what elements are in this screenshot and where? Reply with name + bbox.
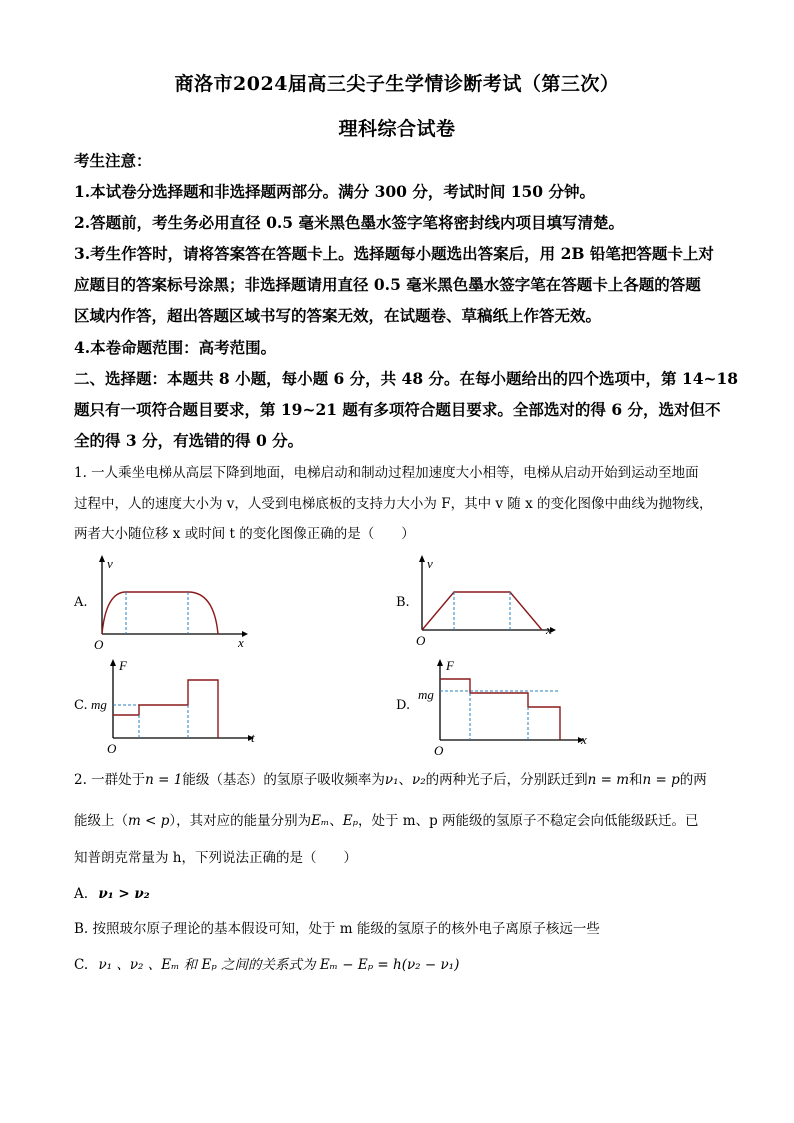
q2-option-c-text: ν₁ 、ν₂ 、Eₘ 和 Eₚ 之间的关系式为 xyxy=(98,957,316,973)
y-axis-label: v xyxy=(427,556,433,571)
notice-item-4: 4.本卷命题范围：高考范围。 xyxy=(74,338,277,357)
x-axis-label: t xyxy=(251,730,255,745)
q1-option-b-graph[interactable] xyxy=(412,552,572,652)
origin-label: O xyxy=(94,637,104,652)
y-axis-arrow xyxy=(110,659,116,666)
q1-line-3: 两者大小随位移 x 或时间 t 的变化图像正确的是（ ） xyxy=(74,526,415,542)
q2-text: ），其对应的能量分别为 xyxy=(169,813,312,829)
q2-line-2 xyxy=(74,811,734,831)
section-intro-1: 二、选择题：本题共 8 小题，每小题 6 分，共 48 分。在每小题给出的四个选项中，第 14~18 xyxy=(74,369,739,388)
mg-label: mg xyxy=(91,697,107,712)
q2-math: n = p xyxy=(642,772,680,788)
q2-text: 的两种光子后，分别跃迁到 xyxy=(425,772,588,788)
y-axis-label: v xyxy=(107,556,113,571)
q2-text: 能级上（ xyxy=(74,813,128,829)
q1-line-2: 过程中，人的速度大小为 v，人受到电梯底板的支持力大小为 F，其中 v 随 x 的变化图像中曲线为抛物线， xyxy=(74,496,713,512)
q2-math: Eₚ xyxy=(342,813,358,829)
mg-label: mg xyxy=(418,687,434,702)
q2-option-a[interactable] xyxy=(74,884,734,904)
q1-option-c-graph[interactable] xyxy=(88,656,263,756)
x-axis-label: x xyxy=(546,622,552,637)
section-intro-2: 题只有一项符合题目要求，第 19~21 题有多项符合题目要求。全部选对的得 6 分，选对但不 xyxy=(74,400,721,419)
notice-item-2: 2.答题前，考生务必用直径 0.5 毫米黑色墨水签字笔将密封线内项目填写清楚。 xyxy=(74,213,624,232)
q2-text: 2. 一群处于 xyxy=(74,772,146,788)
q1-option-d-label[interactable]: D. xyxy=(396,698,411,713)
velocity-curve xyxy=(422,592,542,630)
q2-text: 、 xyxy=(398,772,412,788)
q2-option-c-label: C. xyxy=(74,957,89,973)
x-axis-label: x xyxy=(581,732,587,747)
origin-label: O xyxy=(107,741,117,756)
y-axis-label: F xyxy=(446,658,454,673)
q2-math: m < p xyxy=(128,813,170,829)
q2-text: 能级（基态）的氢原子吸收频率为 xyxy=(182,772,385,788)
q2-math: n = m xyxy=(587,772,629,788)
q2-math: Eₘ xyxy=(311,813,330,829)
q1-option-a-label[interactable]: A. xyxy=(74,595,88,610)
y-axis-label: F xyxy=(119,658,127,673)
q2-line-3: 知普朗克常量为 h，下列说法正确的是（ ） xyxy=(74,850,357,866)
origin-label: O xyxy=(416,633,426,648)
q2-math: ν₁ xyxy=(384,772,399,788)
notice-heading: 考生注意： xyxy=(74,151,152,170)
exam-subtitle: 理科综合试卷 xyxy=(338,118,456,140)
notice-item-3-cont: 应题目的答案标号涂黑；非选择题请用直径 0.5 毫米黑色墨水签字笔在答题卡上各题的答题 xyxy=(74,275,701,294)
y-axis-arrow xyxy=(99,555,105,562)
q2-math: n = 1 xyxy=(145,772,183,788)
q1-option-b-label[interactable]: B. xyxy=(396,595,410,610)
q2-text: ，处于 m、p 两能级的氢原子不稳定会向低能级跃迁。已 xyxy=(358,813,699,829)
force-curve xyxy=(113,680,218,738)
q2-option-a-label: A. xyxy=(74,886,89,902)
force-curve xyxy=(440,679,560,740)
y-axis-arrow xyxy=(437,659,443,666)
q2-option-c-formula: Eₘ − Eₚ = h(ν₂ − ν₁) xyxy=(319,957,460,973)
q1-option-c-label[interactable]: C. xyxy=(74,698,88,713)
x-axis-label: x xyxy=(238,635,244,650)
q2-text: 、 xyxy=(329,813,343,829)
notice-item-3: 3.考生作答时，请将答案答在答题卡上。选择题每小题选出答案后，用 2B 铅笔把答题卡上对 xyxy=(74,244,714,263)
q2-option-a-text: ν₁ > ν₂ xyxy=(98,886,150,902)
q2-option-c[interactable] xyxy=(74,955,734,975)
q2-math: ν₂ xyxy=(411,772,426,788)
q1-option-a-graph[interactable] xyxy=(92,552,252,652)
exam-title: 商洛市2024届高三尖子生学情诊断考试（第三次） xyxy=(174,73,620,95)
origin-label: O xyxy=(434,743,444,756)
y-axis-arrow xyxy=(419,555,425,562)
q1-line-1: 1. 一人乘坐电梯从高层下降到地面，电梯启动和制动过程加速度大小相等，电梯从启动开始到运动至地面 xyxy=(74,465,699,481)
q2-line-1 xyxy=(74,770,734,790)
notice-item-1: 1.本试卷分选择题和非选择题两部分。满分 300 分，考试时间 150 分钟。 xyxy=(74,182,595,201)
section-intro-3: 全的得 3 分，有选错的得 0 分。 xyxy=(74,431,304,450)
q2-text: 和 xyxy=(629,772,643,788)
notice-item-3-cont2: 区域内作答，超出答题区域书写的答案无效，在试题卷、草稿纸上作答无效。 xyxy=(74,306,602,325)
q2-text: 的两 xyxy=(679,772,707,788)
q2-option-b[interactable]: B. 按照玻尔原子理论的基本假设可知，处于 m 能级的氢原子的核外电子离原子核远一些 xyxy=(74,921,600,937)
velocity-curve xyxy=(102,592,218,634)
q1-option-d-graph[interactable] xyxy=(412,656,592,756)
